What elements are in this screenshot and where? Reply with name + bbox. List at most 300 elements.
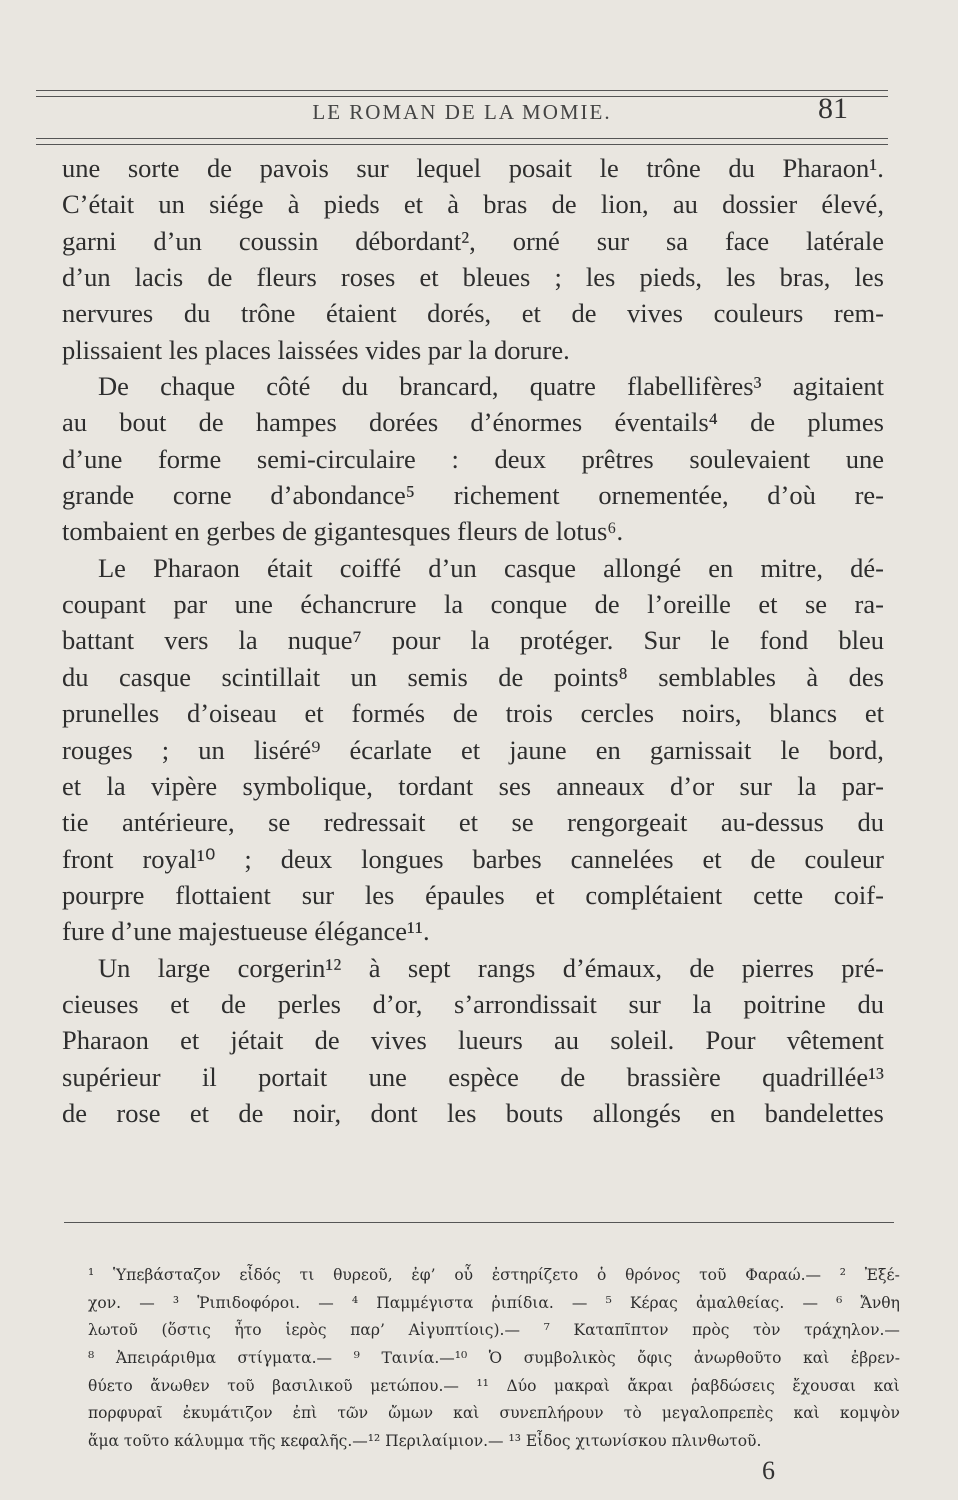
word: d’oiseau xyxy=(186,698,277,729)
word: vêtement xyxy=(786,1025,884,1056)
word: coussin xyxy=(238,225,319,256)
word: Ἄνθη xyxy=(860,1293,900,1312)
word: un xyxy=(350,661,378,692)
word: bleu xyxy=(838,625,884,656)
word: et xyxy=(864,698,884,729)
word: εἶδός xyxy=(239,1266,281,1284)
word: lacis xyxy=(134,262,184,293)
word: de xyxy=(62,1097,88,1128)
word: bouts xyxy=(505,1097,564,1128)
word: deux xyxy=(494,443,546,474)
word: garnissait xyxy=(649,734,752,765)
word: à xyxy=(806,661,819,692)
header-rule-top xyxy=(36,90,888,91)
word: du xyxy=(183,298,211,329)
word: fond xyxy=(759,625,809,656)
word: semi-circulaire xyxy=(256,443,416,474)
word: garni xyxy=(62,225,117,256)
word: formés xyxy=(351,698,426,729)
word: rouges xyxy=(62,734,133,765)
word: de xyxy=(221,988,247,1019)
word: (ὅστις xyxy=(161,1321,211,1340)
word: ἱερὸς xyxy=(285,1321,327,1340)
word: élevé, xyxy=(821,189,884,220)
word: et xyxy=(189,1097,210,1128)
word: brassière xyxy=(626,1061,721,1092)
word: du xyxy=(728,153,755,183)
word: ῥαβδώσεις xyxy=(690,1376,775,1395)
word: ⁸ xyxy=(88,1349,95,1368)
word: Pour xyxy=(705,1025,756,1056)
word: lion, xyxy=(600,189,649,220)
word: le xyxy=(599,153,619,183)
word: chaque xyxy=(160,371,236,402)
word: les xyxy=(726,262,756,293)
word: τῶν xyxy=(337,1404,369,1423)
word: bout xyxy=(119,407,167,438)
word: Ταινία.—¹⁰ xyxy=(381,1349,468,1368)
text-line xyxy=(62,950,884,986)
word: τοῦ xyxy=(227,1376,255,1395)
word: une xyxy=(234,589,273,620)
word: τοῦ xyxy=(699,1266,727,1284)
word: éventails⁴ xyxy=(614,407,718,438)
text-line xyxy=(62,586,884,622)
word: royal¹⁰ xyxy=(142,843,216,874)
word: la xyxy=(444,589,464,620)
word: les xyxy=(364,879,395,910)
text-line xyxy=(62,1095,884,1131)
word: d’énormes xyxy=(470,407,583,438)
word: se xyxy=(268,807,291,838)
word: allongés xyxy=(592,1097,681,1128)
word: μακραὶ xyxy=(554,1376,610,1395)
text-line xyxy=(62,986,884,1022)
text-line xyxy=(62,441,884,477)
word: de xyxy=(750,407,776,438)
text-line xyxy=(62,768,884,804)
word: l’oreille xyxy=(647,589,731,620)
word: sa xyxy=(665,225,689,256)
word: en xyxy=(595,734,621,765)
word: τράχηλον.— xyxy=(804,1321,900,1340)
word: θρόνος xyxy=(625,1266,681,1284)
word: d’une xyxy=(62,443,123,474)
word: plumes xyxy=(807,407,884,438)
word: de xyxy=(452,698,478,729)
word: un xyxy=(158,189,185,220)
word: de xyxy=(551,189,577,220)
word: à xyxy=(368,952,381,983)
word: cette xyxy=(753,879,804,910)
word: Ἐξέ- xyxy=(864,1266,900,1284)
word: ra- xyxy=(854,589,884,620)
word: front xyxy=(62,843,114,874)
word: à xyxy=(447,189,459,220)
word: rem- xyxy=(833,298,884,329)
text-line xyxy=(62,804,884,840)
word: καὶ xyxy=(453,1404,480,1423)
word: longues xyxy=(361,843,444,874)
word: ¹ xyxy=(88,1266,95,1284)
footnote-line xyxy=(88,1262,900,1290)
word: bras, xyxy=(779,262,831,293)
word: de xyxy=(750,843,776,874)
word: dont xyxy=(370,1097,418,1128)
word: la xyxy=(470,625,490,656)
word: C’était xyxy=(62,189,135,220)
word: du xyxy=(341,371,369,402)
word: trois xyxy=(505,698,553,729)
word: πρὸς xyxy=(692,1321,730,1340)
word: pourpre xyxy=(62,879,145,910)
text-line xyxy=(62,659,884,695)
word: cercles xyxy=(580,698,655,729)
word: ἐπὶ xyxy=(292,1404,318,1423)
text-line xyxy=(62,841,884,877)
word: sorte xyxy=(127,153,180,183)
word: noir, xyxy=(292,1097,342,1128)
word: latérale xyxy=(806,225,884,256)
word: καὶ xyxy=(873,1376,900,1395)
word: au-dessus xyxy=(720,807,824,838)
header-rule-bottom-inner xyxy=(36,144,888,145)
footnote-line xyxy=(88,1400,900,1428)
text-line xyxy=(62,295,884,331)
word: une xyxy=(62,153,101,183)
word: bord, xyxy=(828,734,884,765)
word: λωτοῦ xyxy=(88,1321,138,1340)
word: semis xyxy=(407,661,468,692)
word: ἦτο xyxy=(234,1321,262,1340)
word: côté xyxy=(266,371,311,402)
printer-signature: 6 xyxy=(762,1456,775,1485)
word: ² xyxy=(839,1266,847,1284)
word: prêtres xyxy=(581,443,654,474)
word: prunelles xyxy=(62,698,160,729)
footnote-line xyxy=(88,1317,900,1345)
word: de xyxy=(207,262,233,293)
word: pour xyxy=(391,625,441,656)
word: coupant xyxy=(62,589,146,620)
word: au xyxy=(672,189,698,220)
word: καὶ xyxy=(803,1349,830,1368)
word: soulevaient xyxy=(689,443,811,474)
word: et xyxy=(521,298,541,329)
word: face xyxy=(724,225,770,256)
text-line xyxy=(62,1059,884,1095)
word: ῥιπίδια. xyxy=(491,1293,554,1312)
word: bleues xyxy=(462,262,531,293)
word: et xyxy=(702,843,722,874)
word: de xyxy=(571,298,597,329)
word: — xyxy=(139,1293,155,1312)
footnote-rule xyxy=(64,1222,894,1223)
word: τὸ xyxy=(623,1404,642,1423)
word: il xyxy=(201,1061,217,1092)
word: quadrillée¹³ xyxy=(762,1061,884,1092)
word: ⁶ xyxy=(836,1293,843,1312)
word: au xyxy=(62,407,88,438)
text-line xyxy=(62,877,884,913)
word: le xyxy=(780,734,800,765)
word: de xyxy=(498,661,524,692)
word: antérieure, xyxy=(122,807,235,838)
word: re- xyxy=(854,480,884,511)
word: στίγματα.— xyxy=(237,1349,333,1368)
word: et xyxy=(458,807,478,838)
word: Pharaon¹. xyxy=(782,153,884,183)
word: ἀμαλθείας. xyxy=(695,1293,785,1312)
word: coiffé xyxy=(339,552,402,583)
word: vers xyxy=(164,625,209,656)
word: de xyxy=(206,153,232,183)
footnote-line xyxy=(88,1373,900,1401)
word: par xyxy=(173,589,208,620)
word: de xyxy=(198,407,224,438)
word: θυρεοῦ, xyxy=(333,1266,393,1284)
word: et xyxy=(403,189,423,220)
body-text xyxy=(62,150,884,1131)
word: ἀνωρθοῦτο xyxy=(693,1349,782,1368)
word: jaune xyxy=(509,734,567,765)
word: en xyxy=(708,552,734,583)
word: vives xyxy=(370,1025,427,1056)
word: une xyxy=(368,1061,407,1092)
word: jétait xyxy=(230,1025,284,1056)
footnote-line: ἅμα τοῦτο κάλυμμα τῆς κεφαλῆς.—¹² Περιλαίμιον.— ¹³ Εἶδος χιτωνίσκου πλινθωτοῦ. xyxy=(88,1432,762,1451)
word: ornementée, xyxy=(598,480,729,511)
footnotes xyxy=(88,1262,900,1456)
word: posait xyxy=(508,153,572,183)
word: d’or xyxy=(670,770,715,801)
word: la xyxy=(238,625,258,656)
word: les xyxy=(446,1097,477,1128)
word: de xyxy=(238,1097,264,1128)
word: complétaient xyxy=(585,879,723,910)
word: Παμμέγιστα xyxy=(376,1293,474,1312)
word: forme xyxy=(157,443,222,474)
word: χον. xyxy=(88,1293,122,1312)
word: pavois xyxy=(259,153,329,183)
word: d’où xyxy=(767,480,816,511)
word: et xyxy=(758,589,778,620)
word: sur xyxy=(739,770,772,801)
word: ἐστηρίζετο xyxy=(491,1266,579,1284)
word: quatre xyxy=(529,371,596,402)
word: Κέρας xyxy=(629,1293,678,1312)
word: redressait xyxy=(323,807,426,838)
word: du xyxy=(857,807,884,838)
word: des xyxy=(848,661,884,692)
word: protéger. xyxy=(519,625,614,656)
word: de xyxy=(594,589,620,620)
word: à xyxy=(287,189,300,220)
word: les xyxy=(854,262,884,293)
word: ἄκραι xyxy=(627,1376,674,1395)
text-line xyxy=(62,732,884,768)
word: : xyxy=(451,443,459,474)
word: la xyxy=(106,770,126,801)
word: écarlate xyxy=(349,734,432,765)
word: espèce xyxy=(448,1061,519,1092)
word: τὸν xyxy=(753,1321,781,1340)
word: mitre, xyxy=(760,552,823,583)
word: pieds, xyxy=(639,262,703,293)
word: sur xyxy=(596,225,630,256)
word: et xyxy=(419,262,439,293)
word: ὄφις xyxy=(637,1349,673,1368)
word: liséré⁹ xyxy=(253,734,321,765)
text-line xyxy=(62,622,884,658)
word: Αἰγυπτίοις).— xyxy=(408,1321,520,1340)
text-line xyxy=(62,368,884,404)
word: du xyxy=(857,988,884,1019)
word: blancs xyxy=(769,698,838,729)
word: Καταπῖπτον xyxy=(573,1321,669,1340)
text-line xyxy=(62,150,884,186)
word: cannelées xyxy=(570,843,674,874)
word: bandelettes xyxy=(764,1097,884,1128)
word: coif- xyxy=(833,879,884,910)
word: κομψὸν xyxy=(839,1404,900,1423)
footnote-line xyxy=(88,1290,900,1318)
word: tie xyxy=(62,807,89,838)
word: μεγαλοπρεπὲς xyxy=(661,1404,774,1423)
word: d’un xyxy=(428,552,477,583)
word: βασιλικοῦ xyxy=(272,1376,353,1395)
word: lequel xyxy=(416,153,482,183)
word: ⁴ xyxy=(351,1293,359,1312)
word: siége xyxy=(209,189,264,220)
word: Pharaon xyxy=(153,552,240,583)
word: couleurs xyxy=(713,298,804,329)
word: παρ’ xyxy=(350,1321,385,1340)
page-header xyxy=(36,92,888,132)
word: μετώπου.— xyxy=(370,1376,459,1395)
word: et xyxy=(461,734,481,765)
word: hampes xyxy=(255,407,337,438)
word: συνεπλήρουν xyxy=(499,1404,604,1423)
word: au xyxy=(553,1025,579,1056)
word: les xyxy=(585,262,616,293)
word: Pharaon xyxy=(62,1025,149,1056)
word: couleur xyxy=(804,843,884,874)
word: barbes xyxy=(472,843,542,874)
word: débordant², xyxy=(355,225,476,256)
text-line xyxy=(62,550,884,586)
word: dé- xyxy=(850,552,884,583)
word: Sur xyxy=(643,625,681,656)
word: étaient xyxy=(325,298,397,329)
word: richement xyxy=(453,480,560,511)
text-line xyxy=(62,1022,884,1058)
word: large xyxy=(157,952,211,983)
word: conque xyxy=(490,589,568,620)
word: vives xyxy=(627,298,683,329)
word: pierres xyxy=(741,952,814,983)
word: vipère xyxy=(150,770,218,801)
word: par- xyxy=(841,770,884,801)
word: casque xyxy=(118,661,192,692)
word: semblables xyxy=(658,661,776,692)
word: échancrure xyxy=(300,589,417,620)
word: flottaient xyxy=(175,879,271,910)
word: sur xyxy=(301,879,335,910)
word: la xyxy=(692,988,712,1019)
word: brancard, xyxy=(399,371,499,402)
word: rose xyxy=(116,1097,161,1128)
word: ⁹ xyxy=(353,1349,360,1368)
word: épaules xyxy=(425,879,505,910)
word: casque xyxy=(503,552,577,583)
word: Le xyxy=(98,552,126,583)
word: De xyxy=(98,371,129,402)
word: nervures xyxy=(62,298,154,329)
word: de xyxy=(689,952,715,983)
word: noirs, xyxy=(681,698,742,729)
word: un xyxy=(198,734,225,765)
word: d’un xyxy=(62,262,111,293)
word: tordant xyxy=(398,770,474,801)
word: dorés, xyxy=(427,298,492,329)
word: en xyxy=(710,1097,736,1128)
text-line xyxy=(62,186,884,222)
running-title: LE ROMAN DE LA MOMIE. xyxy=(312,100,612,124)
word: Un xyxy=(98,952,131,983)
word: trône xyxy=(646,153,701,183)
word: et xyxy=(304,698,324,729)
word: sept xyxy=(407,952,451,983)
word: ὤμων xyxy=(388,1404,433,1423)
text-line: plissaient les places laissées vides par la dorure. xyxy=(62,334,570,365)
word: le xyxy=(710,625,730,656)
word: roses xyxy=(340,262,396,293)
word: d’émaux, xyxy=(562,952,663,983)
word: deux xyxy=(280,843,333,874)
word: battant xyxy=(62,625,135,656)
text-line xyxy=(62,404,884,440)
word: de xyxy=(560,1061,586,1092)
word: s’arrondissait xyxy=(454,988,597,1019)
word: Ὁ xyxy=(488,1349,503,1368)
word: — xyxy=(571,1293,588,1312)
word: scintillait xyxy=(221,661,321,692)
word: se xyxy=(804,589,828,620)
word: ; xyxy=(161,734,170,765)
word: agitaient xyxy=(792,371,884,402)
word: et xyxy=(170,988,190,1019)
word: ὁ xyxy=(596,1266,607,1284)
word: ἔχουσαι xyxy=(792,1376,857,1395)
word: perles xyxy=(277,988,341,1019)
word: bras xyxy=(483,189,528,220)
word: ses xyxy=(498,770,532,801)
word: grande xyxy=(62,480,135,511)
header-rule-bottom xyxy=(36,138,888,139)
word: pieds xyxy=(323,189,380,220)
word: cieuses xyxy=(62,988,139,1019)
text-line xyxy=(62,223,884,259)
word: πορφυραῖ xyxy=(88,1404,163,1423)
word: trône xyxy=(240,298,296,329)
word: corgerin¹² xyxy=(237,952,342,983)
word: θύετο xyxy=(88,1376,133,1395)
word: et xyxy=(180,1025,200,1056)
word: ἐβρεν- xyxy=(850,1349,900,1368)
word: du xyxy=(62,661,89,692)
word: Φαραώ.— xyxy=(745,1266,822,1284)
